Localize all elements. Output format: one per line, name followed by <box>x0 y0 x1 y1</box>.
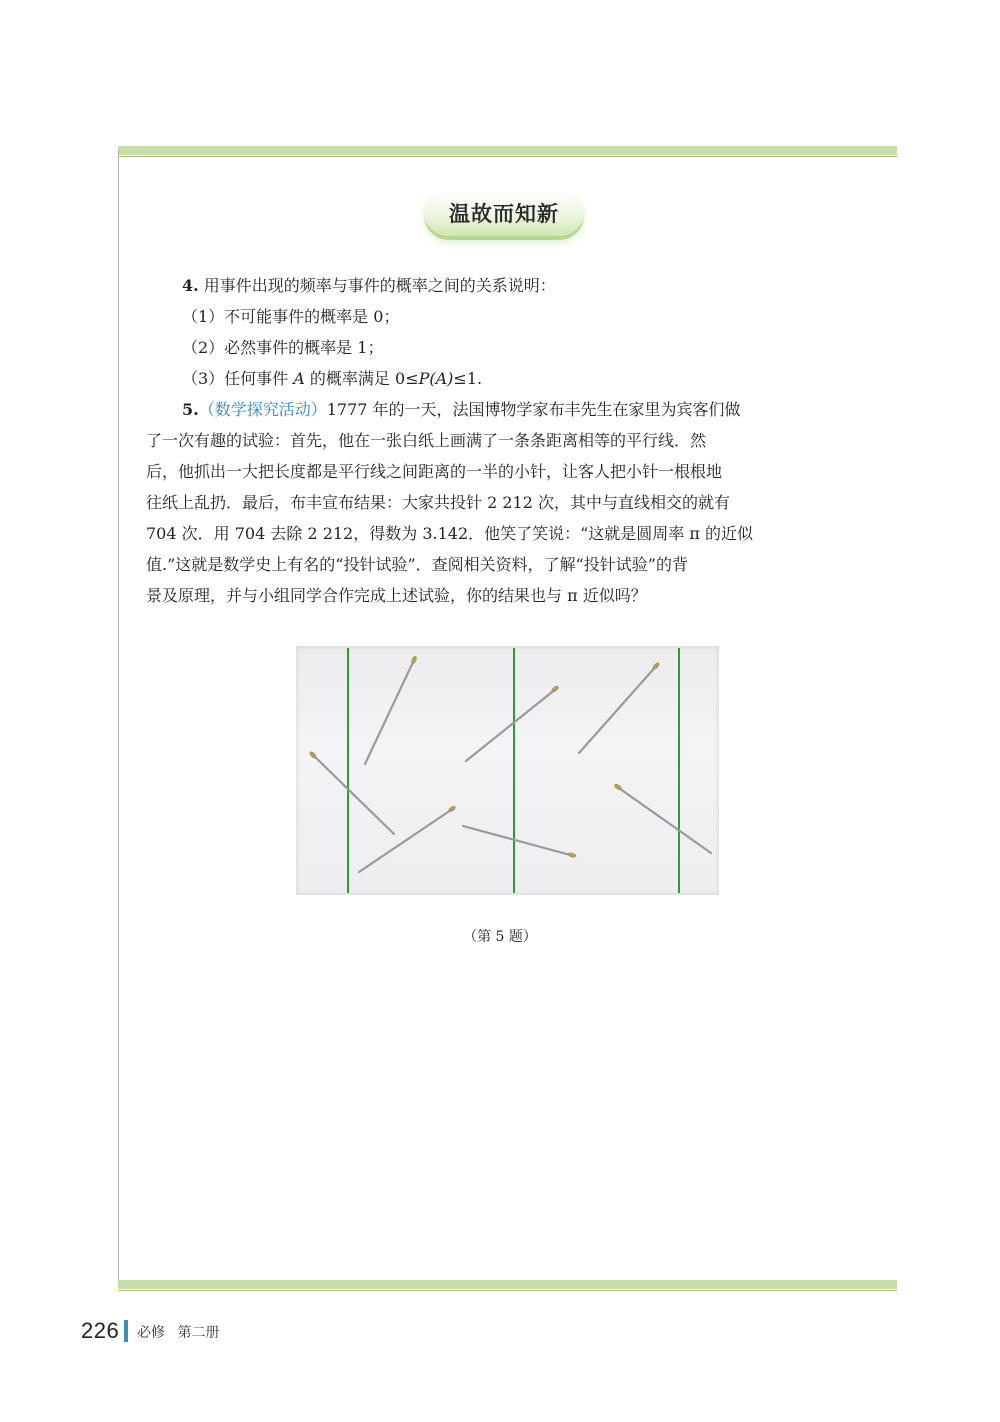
item-3-end: ≤1. <box>453 369 483 388</box>
question-5-line-2: 了一次有趣的试验：首先，他在一张白纸上画满了一条条距离相等的平行线．然 <box>146 431 707 450</box>
question-4-number: 4. <box>182 276 199 295</box>
needle-experiment-photo <box>296 646 719 895</box>
question-4-item-2: （2）必然事件的概率是 1； <box>182 338 384 357</box>
header-band <box>118 146 897 155</box>
question-4-item-3 <box>146 363 898 394</box>
needle-1 <box>365 658 415 764</box>
book-info <box>137 1322 219 1342</box>
item-3-mid: 的概率满足 0≤ <box>304 369 419 388</box>
footer-band <box>118 1280 897 1289</box>
needle-4 <box>311 753 394 834</box>
question-5-line-6: 值.”这就是数学史上有名的“投针试验”．查阅相关资料，了解“投针试验”的背 <box>146 555 688 574</box>
question-4-stem <box>146 270 898 301</box>
section-title-badge <box>423 190 585 236</box>
question-5-line-5: 704 次．用 704 去除 2 212，得数为 3.142．他笑了笑说：“这就是圆周率 π 的近似 <box>146 524 753 543</box>
question-5-number: 5. <box>182 400 199 419</box>
footer-accent-bar <box>124 1320 128 1342</box>
book-volume: 第二册 <box>177 1325 220 1341</box>
question-5-line-1 <box>146 394 898 425</box>
question-5-line-4: 往纸上乱扔．最后，布丰宣布结果：大家共投针 2 212 次，其中与直线相交的就有 <box>146 493 730 512</box>
section-title: 温故而知新 <box>449 202 559 226</box>
needle-3 <box>579 664 658 753</box>
item-3-prefix: （3）任何事件 <box>182 369 294 388</box>
item-3-event-var: A <box>293 369 305 388</box>
needle-eyes <box>309 656 659 857</box>
question-4-item-1: （1）不可能事件的概率是 0； <box>182 307 400 326</box>
left-rule <box>118 150 119 1288</box>
page-number: 226 <box>81 1318 120 1343</box>
needle-7 <box>616 786 711 853</box>
question-5 <box>146 394 898 611</box>
book-name: 必修 <box>137 1325 165 1341</box>
needles <box>311 658 711 872</box>
needle-6 <box>463 826 574 856</box>
activity-tag: （数学探究活动） <box>198 400 327 419</box>
item-3-probability: P(A) <box>418 369 454 388</box>
needle-2 <box>466 688 557 761</box>
figure-caption: （第 5 题） <box>463 929 537 945</box>
needle-5 <box>359 808 454 872</box>
exercise-content <box>146 270 898 611</box>
question-5-line-7: 景及原理，并与小组同学合作完成上述试验，你的结果也与 π 近似吗？ <box>146 586 647 605</box>
needle-illustration <box>296 646 719 895</box>
question-4-text: 用事件出现的频率与事件的概率之间的关系说明： <box>203 276 556 295</box>
question-5-line-3: 后，他抓出一大把长度都是平行线之间距离的一半的小针，让客人把小针一根根地 <box>146 462 723 481</box>
question-5-text-1: 1777 年的一天，法国博物学家布丰先生在家里为宾客们做 <box>326 400 741 419</box>
